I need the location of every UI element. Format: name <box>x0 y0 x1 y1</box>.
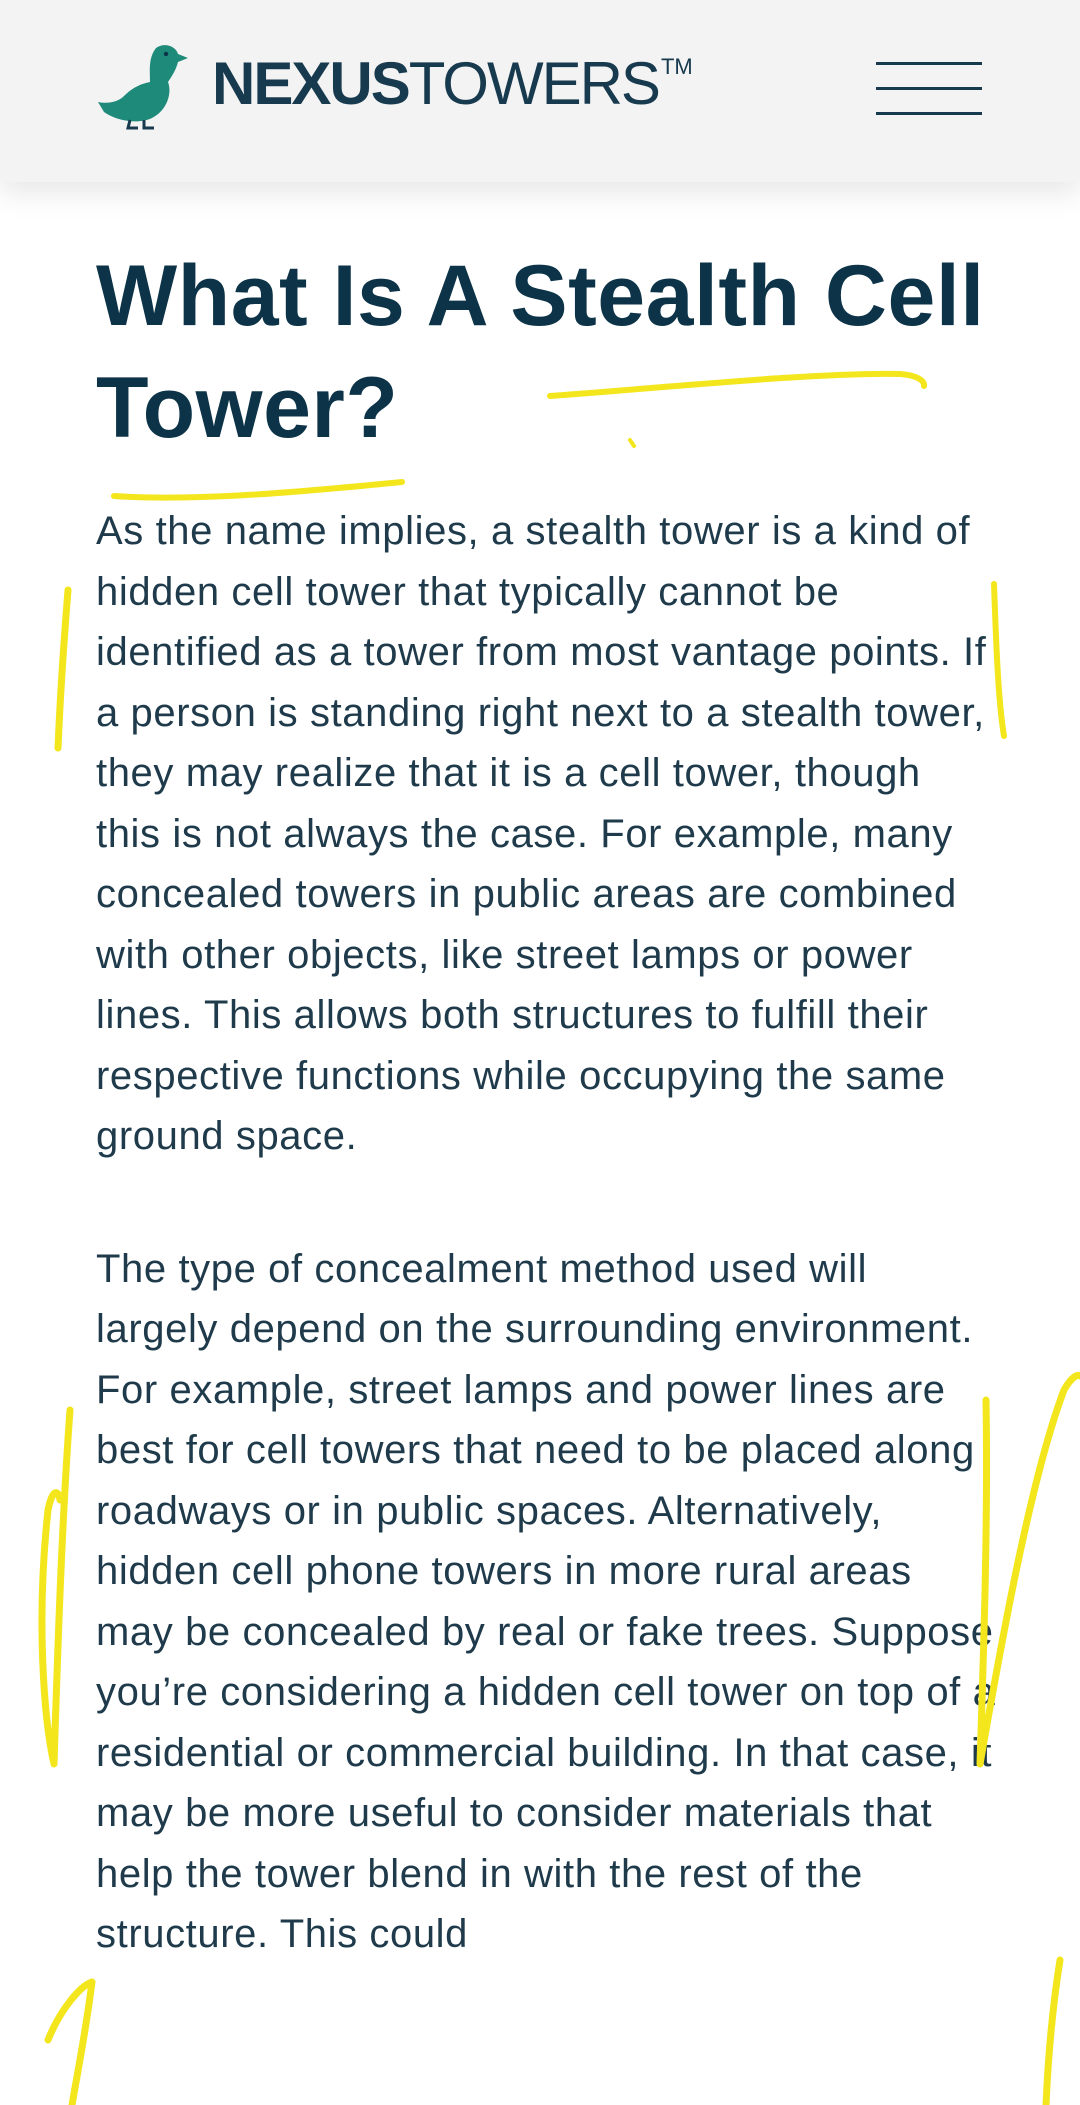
margin-stroke-left-3 <box>48 1982 92 2105</box>
logo-text-towers: TOWERS <box>408 50 659 117</box>
article-content <box>96 240 996 1965</box>
logo-text-nexus: NEXUS <box>212 50 409 117</box>
duck-icon <box>94 36 190 132</box>
hamburger-menu-icon[interactable] <box>872 56 984 124</box>
trademark-mark: TM <box>660 54 693 79</box>
margin-stroke-right-3 <box>1046 1960 1060 2105</box>
article-paragraph-2: The type of concealment method used will largely depend on the surrounding environment. For example, street lamps and power lines are best for cell towers that need to be placed along roadways or in public spaces. Alternatively, hidden cell phone towers in more rural areas may be concealed by real or fake trees. Suppose you’re considering a hidden cell tower on top of a residential or commercial building. In that case, it may be more useful to consider materials that help the tower blend in with the rest of the structure. This could <box>96 1246 996 1956</box>
page-title: What Is A Stealth Cell Tower? <box>96 248 985 456</box>
site-header <box>0 0 1080 182</box>
article-paragraph-1: As the name implies, a stealth tower is a kind of hidden cell tower that typically cannot be identified as a tower from most vantage points. If a person is standing right next to a stealth tower, they may realize that it is a cell tower, though this is not always the case. For example, many concealed towers in public areas are combined with other objects, like street lamps or power lines. This allows both structures to fulfill their respective functions while occupying the same ground space. <box>96 509 987 1158</box>
logo-wordmark <box>212 50 693 117</box>
margin-stroke-left-1 <box>58 590 68 748</box>
margin-stroke-left-2 <box>42 1410 70 1764</box>
site-logo[interactable] <box>94 34 693 134</box>
